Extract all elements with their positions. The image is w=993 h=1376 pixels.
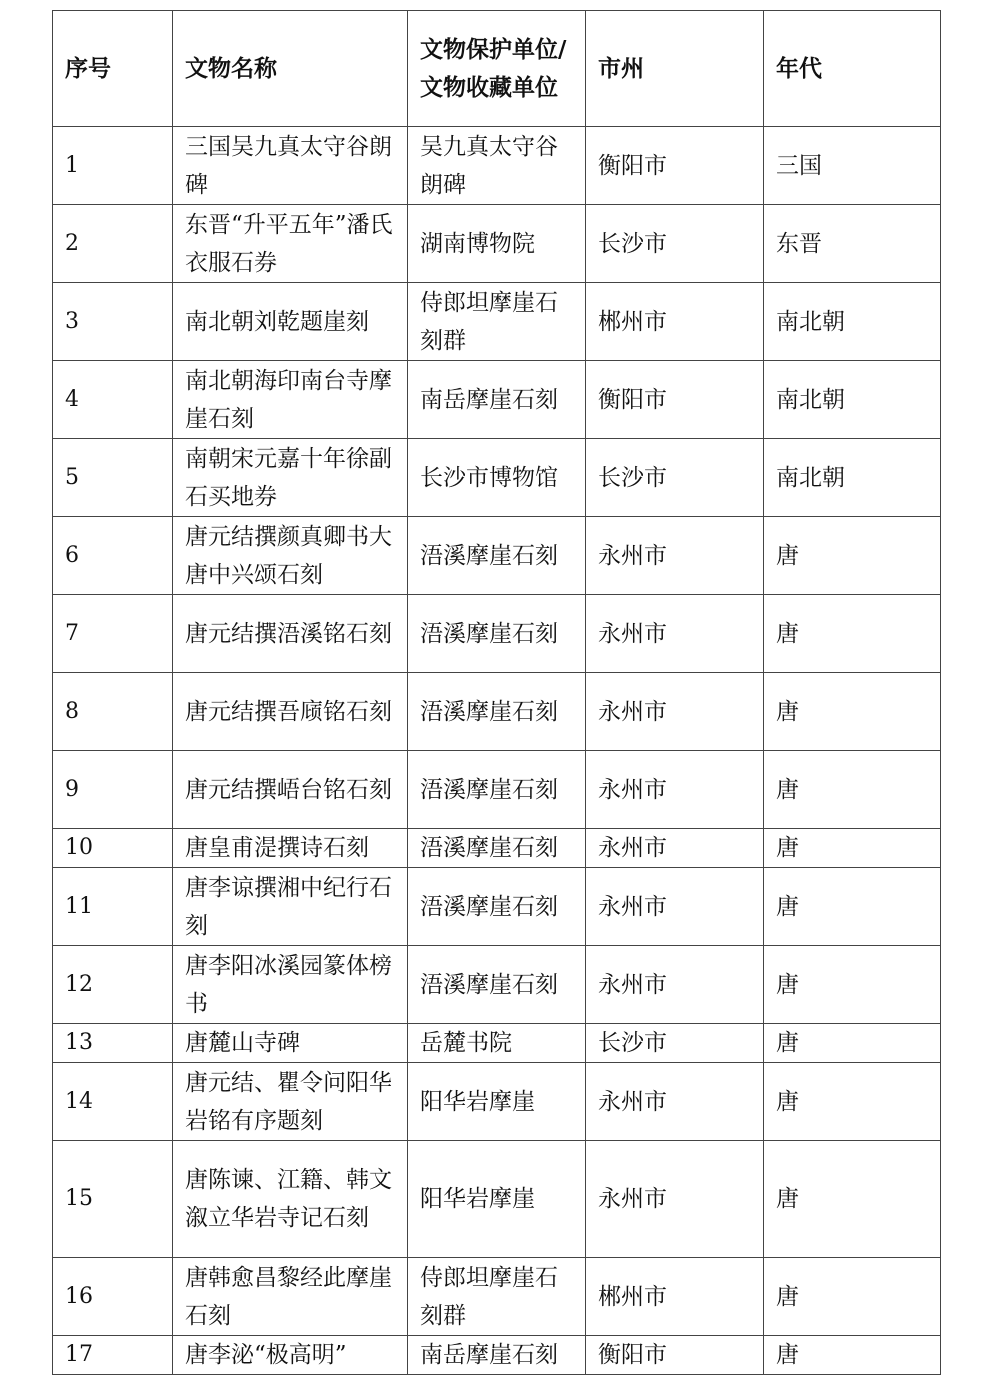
row-number: 11 — [53, 868, 173, 946]
row-number: 4 — [53, 361, 173, 439]
city: 永州市 — [586, 673, 764, 751]
relic-name: 唐韩愈昌黎经此摩崖石刻 — [173, 1258, 408, 1336]
row-number: 14 — [53, 1063, 173, 1141]
protection-unit: 岳麓书院 — [408, 1024, 586, 1063]
city: 长沙市 — [586, 205, 764, 283]
table-row — [53, 439, 941, 517]
table-row — [53, 361, 941, 439]
protection-unit: 浯溪摩崖石刻 — [408, 595, 586, 673]
era: 唐 — [764, 595, 941, 673]
city: 永州市 — [586, 595, 764, 673]
city: 永州市 — [586, 517, 764, 595]
table-row — [53, 283, 941, 361]
era: 唐 — [764, 1141, 941, 1258]
header-row — [53, 11, 941, 127]
row-number: 8 — [53, 673, 173, 751]
table-row — [53, 517, 941, 595]
relic-name: 南北朝刘乾题崖刻 — [173, 283, 408, 361]
header-unit: 文物保护单位/文物收藏单位 — [408, 11, 586, 127]
table-row — [53, 946, 941, 1024]
city: 长沙市 — [586, 1024, 764, 1063]
header-city: 市州 — [586, 11, 764, 127]
era: 南北朝 — [764, 439, 941, 517]
era: 唐 — [764, 1336, 941, 1375]
protection-unit: 阳华岩摩崖 — [408, 1141, 586, 1258]
city: 永州市 — [586, 829, 764, 868]
era: 东晋 — [764, 205, 941, 283]
city: 永州市 — [586, 868, 764, 946]
relic-name: 三国吴九真太守谷朗碑 — [173, 127, 408, 205]
era: 南北朝 — [764, 361, 941, 439]
relic-name: 东晋“升平五年”潘氏衣服石券 — [173, 205, 408, 283]
city: 永州市 — [586, 1141, 764, 1258]
table-row — [53, 751, 941, 829]
protection-unit: 湖南博物院 — [408, 205, 586, 283]
city: 衡阳市 — [586, 127, 764, 205]
header-era: 年代 — [764, 11, 941, 127]
protection-unit: 南岳摩崖石刻 — [408, 361, 586, 439]
header-name: 文物名称 — [173, 11, 408, 127]
city: 永州市 — [586, 1063, 764, 1141]
era: 唐 — [764, 946, 941, 1024]
relic-name: 南朝宋元嘉十年徐副石买地券 — [173, 439, 408, 517]
relic-name: 唐麓山寺碑 — [173, 1024, 408, 1063]
relic-name: 唐元结撰吾庼铭石刻 — [173, 673, 408, 751]
era: 唐 — [764, 1063, 941, 1141]
city: 衡阳市 — [586, 361, 764, 439]
era: 三国 — [764, 127, 941, 205]
table-row — [53, 1258, 941, 1336]
city: 永州市 — [586, 946, 764, 1024]
relic-name: 唐陈谏、江籍、韩文溆立华岩寺记石刻 — [173, 1141, 408, 1258]
city: 永州市 — [586, 751, 764, 829]
protection-unit: 侍郎坦摩崖石刻群 — [408, 1258, 586, 1336]
era: 唐 — [764, 829, 941, 868]
table-row — [53, 1063, 941, 1141]
era: 南北朝 — [764, 283, 941, 361]
city: 衡阳市 — [586, 1336, 764, 1375]
table-body — [53, 127, 941, 1375]
era: 唐 — [764, 1258, 941, 1336]
table-row — [53, 1141, 941, 1258]
protection-unit: 浯溪摩崖石刻 — [408, 751, 586, 829]
relic-name: 唐李阳冰溪园篆体榜书 — [173, 946, 408, 1024]
table-row — [53, 595, 941, 673]
relic-name: 唐元结撰峿台铭石刻 — [173, 751, 408, 829]
row-number: 7 — [53, 595, 173, 673]
row-number: 3 — [53, 283, 173, 361]
era: 唐 — [764, 868, 941, 946]
protection-unit: 浯溪摩崖石刻 — [408, 829, 586, 868]
protection-unit: 侍郎坦摩崖石刻群 — [408, 283, 586, 361]
row-number: 1 — [53, 127, 173, 205]
era: 唐 — [764, 517, 941, 595]
row-number: 15 — [53, 1141, 173, 1258]
relic-name: 唐皇甫湜撰诗石刻 — [173, 829, 408, 868]
table-row — [53, 673, 941, 751]
row-number: 9 — [53, 751, 173, 829]
row-number: 10 — [53, 829, 173, 868]
table-row — [53, 127, 941, 205]
relic-name: 唐元结撰颜真卿书大唐中兴颂石刻 — [173, 517, 408, 595]
row-number: 16 — [53, 1258, 173, 1336]
city: 郴州市 — [586, 1258, 764, 1336]
protection-unit: 浯溪摩崖石刻 — [408, 946, 586, 1024]
relic-name: 唐李泌“极高明” — [173, 1336, 408, 1375]
protection-unit: 浯溪摩崖石刻 — [408, 517, 586, 595]
era: 唐 — [764, 751, 941, 829]
row-number: 6 — [53, 517, 173, 595]
relic-name: 唐李谅撰湘中纪行石刻 — [173, 868, 408, 946]
protection-unit: 浯溪摩崖石刻 — [408, 673, 586, 751]
row-number: 12 — [53, 946, 173, 1024]
table-row — [53, 829, 941, 868]
table-row — [53, 1024, 941, 1063]
row-number: 5 — [53, 439, 173, 517]
table-row — [53, 868, 941, 946]
row-number: 2 — [53, 205, 173, 283]
relic-name: 唐元结撰浯溪铭石刻 — [173, 595, 408, 673]
protection-unit: 阳华岩摩崖 — [408, 1063, 586, 1141]
row-number: 17 — [53, 1336, 173, 1375]
protection-unit: 吴九真太守谷朗碑 — [408, 127, 586, 205]
city: 郴州市 — [586, 283, 764, 361]
protection-unit: 长沙市博物馆 — [408, 439, 586, 517]
header-no: 序号 — [53, 11, 173, 127]
protection-unit: 南岳摩崖石刻 — [408, 1336, 586, 1375]
relic-table — [52, 10, 941, 1375]
era: 唐 — [764, 1024, 941, 1063]
table-row — [53, 205, 941, 283]
relic-name: 南北朝海印南台寺摩崖石刻 — [173, 361, 408, 439]
table-row — [53, 1336, 941, 1375]
city: 长沙市 — [586, 439, 764, 517]
relic-name: 唐元结、瞿令问阳华岩铭有序题刻 — [173, 1063, 408, 1141]
era: 唐 — [764, 673, 941, 751]
row-number: 13 — [53, 1024, 173, 1063]
protection-unit: 浯溪摩崖石刻 — [408, 868, 586, 946]
